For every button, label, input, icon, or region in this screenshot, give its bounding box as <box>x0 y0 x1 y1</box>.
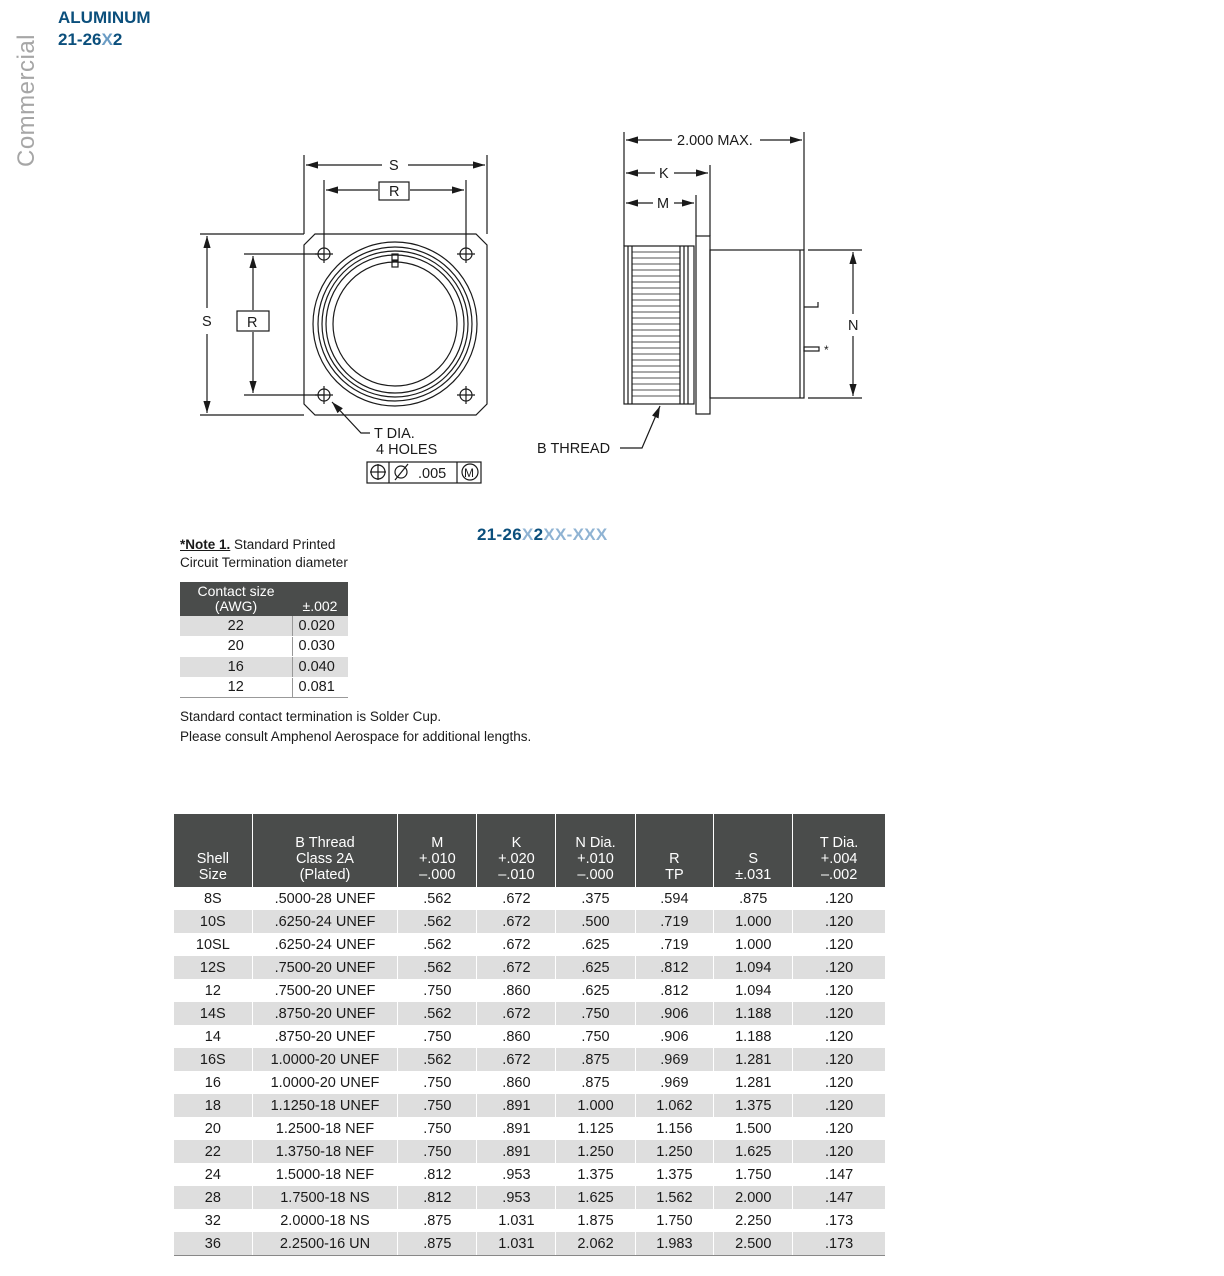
code-xxx: XXX <box>572 525 608 544</box>
table-cell: .750 <box>398 1117 477 1140</box>
note-1 <box>180 536 348 572</box>
column-header: R TP <box>635 814 714 887</box>
table-cell: 2.000 <box>714 1186 793 1209</box>
table-row <box>174 979 885 1002</box>
table-cell: .875 <box>398 1209 477 1232</box>
table-row <box>180 636 348 657</box>
table-cell: 22 <box>174 1140 252 1163</box>
table-cell: .812 <box>635 956 714 979</box>
column-header: N Dia. +.010 –.000 <box>556 814 635 887</box>
table-cell: .6250-24 UNEF <box>252 910 398 933</box>
dim-r-left: R <box>247 315 258 331</box>
diameter-cell: 0.030 <box>292 636 348 657</box>
note-line2: Circuit Termination diameter <box>180 555 348 570</box>
dim-n: N <box>848 318 859 334</box>
table-cell: .562 <box>398 956 477 979</box>
table-cell: 1.500 <box>714 1117 793 1140</box>
table-cell: 10S <box>174 910 252 933</box>
table-cell: .120 <box>793 1140 885 1163</box>
table-cell: 1.562 <box>635 1186 714 1209</box>
dimensions-table <box>174 814 885 1256</box>
column-header: K +.020 –.010 <box>477 814 556 887</box>
dim-r-top: R <box>389 184 400 200</box>
side-view <box>620 132 862 448</box>
table-cell: .672 <box>477 1048 556 1071</box>
table-cell: .860 <box>477 1025 556 1048</box>
table-cell: .147 <box>825 1166 854 1183</box>
table-cell: 1.156 <box>635 1117 714 1140</box>
table-cell: .953 <box>477 1186 556 1209</box>
table-cell: .147 <box>793 1186 885 1209</box>
table-cell: 1.281 <box>714 1048 793 1071</box>
dim-m: M <box>657 196 670 212</box>
table-cell: .750 <box>398 1025 477 1048</box>
table-cell: 1.000 <box>714 910 793 933</box>
table-cell: .672 <box>477 956 556 979</box>
table-cell: .969 <box>635 1071 714 1094</box>
code-x: X <box>521 525 534 544</box>
table-row <box>180 677 348 698</box>
table-cell: 1.375 <box>635 1163 714 1186</box>
termination-line1: Standard contact termination is Solder Cup. <box>180 709 442 724</box>
tolerance-header: ±.002 <box>292 582 348 616</box>
dim-s-top: S <box>389 158 399 174</box>
table-cell: .812 <box>398 1186 477 1209</box>
table-cell: 2.0000-18 NS <box>252 1209 398 1232</box>
table-cell: .750 <box>398 1140 477 1163</box>
table-cell: .750 <box>556 1002 635 1025</box>
table-cell: .812 <box>398 1163 477 1186</box>
series-x: X <box>101 30 113 49</box>
awg-cell: 12 <box>180 677 292 698</box>
table-row <box>174 1232 885 1256</box>
holes-label: 4 HOLES <box>376 442 438 458</box>
table-cell: .375 <box>556 887 635 910</box>
table-row <box>174 1094 885 1117</box>
table-cell: .750 <box>398 1071 477 1094</box>
table-cell: 1.031 <box>477 1232 556 1256</box>
table-cell: .562 <box>398 910 477 933</box>
table-cell: .875 <box>556 1071 635 1094</box>
table-row <box>174 1117 885 1140</box>
table-cell: 1.750 <box>635 1209 714 1232</box>
table-cell: 1.000 <box>714 933 793 956</box>
dim-s-left: S <box>202 314 212 330</box>
table-cell: 24 <box>174 1163 252 1186</box>
table-cell: 1.375 <box>556 1163 635 1186</box>
series-prefix: 21-26 <box>58 30 102 49</box>
awg-cell: 16 <box>180 657 292 678</box>
table-row <box>174 1002 885 1025</box>
table-cell: .500 <box>556 910 635 933</box>
table-row <box>174 910 885 933</box>
table-cell: .672 <box>477 933 556 956</box>
table-cell: 1.000 <box>556 1094 635 1117</box>
awg-cell: 22 <box>180 616 292 636</box>
awg-cell: 20 <box>180 636 292 657</box>
code-prefix: 21-26 <box>477 525 522 544</box>
dimensions-header <box>174 814 885 887</box>
table-row <box>174 933 885 956</box>
table-row <box>174 1048 885 1071</box>
table-cell: 2.250 <box>714 1209 793 1232</box>
table-cell: 1.1250-18 UNEF <box>252 1094 398 1117</box>
column-header: M +.010 –.000 <box>398 814 477 887</box>
table-cell: .719 <box>635 910 714 933</box>
table-cell: .8750-20 UNEF <box>252 1002 398 1025</box>
table-cell: .906 <box>635 1002 714 1025</box>
table-cell: 20 <box>174 1117 252 1140</box>
table-cell: 1.7500-18 NS <box>252 1186 398 1209</box>
table-cell: .8750-20 UNEF <box>252 1025 398 1048</box>
b-thread-label: B THREAD <box>537 441 611 457</box>
table-cell: 1.0000-20 UNEF <box>252 1071 398 1094</box>
table-row <box>180 616 348 636</box>
termination-note <box>180 707 531 747</box>
table-cell: 1.250 <box>556 1140 635 1163</box>
table-cell: .562 <box>398 933 477 956</box>
table-cell: .672 <box>477 910 556 933</box>
table-cell: .594 <box>635 887 714 910</box>
table-cell: 1.0000-20 UNEF <box>252 1048 398 1071</box>
part-number-code <box>477 525 608 545</box>
table-cell: 2.062 <box>556 1232 635 1256</box>
table-cell: 1.125 <box>556 1117 635 1140</box>
table-cell: .906 <box>635 1025 714 1048</box>
code-dash: - <box>566 525 573 544</box>
table-cell: 1.094 <box>714 956 793 979</box>
table-cell: .120 <box>793 910 885 933</box>
table-cell: 1.3750-18 NEF <box>252 1140 398 1163</box>
table-cell: 1.750 <box>714 1163 793 1186</box>
table-cell: .120 <box>825 1120 854 1137</box>
table-cell: .875 <box>714 887 793 910</box>
table-cell: .860 <box>477 979 556 1002</box>
table-cell: .120 <box>825 936 854 953</box>
table-cell: .7500-20 UNEF <box>252 956 398 979</box>
table-cell: .969 <box>635 1048 714 1071</box>
table-cell: .120 <box>793 1048 885 1071</box>
table-cell: .120 <box>793 1002 885 1025</box>
front-view <box>200 155 487 483</box>
column-header: T Dia. +.004 –.002 <box>793 814 885 887</box>
table-cell: .672 <box>477 1002 556 1025</box>
table-cell: .562 <box>398 1048 477 1071</box>
table-cell: .750 <box>556 1025 635 1048</box>
table-cell: 18 <box>174 1094 252 1117</box>
table-row <box>174 1025 885 1048</box>
note-label: *Note 1. <box>180 537 231 552</box>
column-header: S ±.031 <box>714 814 793 887</box>
table-cell: .891 <box>477 1140 556 1163</box>
header-material: ALUMINUM <box>58 8 151 27</box>
table-row <box>174 1140 885 1163</box>
column-header: Shell Size <box>174 814 252 887</box>
table-cell: 16 <box>174 1071 252 1094</box>
table-row <box>174 1186 885 1209</box>
table-cell: .173 <box>793 1232 885 1256</box>
table-row <box>174 1071 885 1094</box>
table-cell: .562 <box>398 887 477 910</box>
code-2: 2 <box>533 525 544 544</box>
contact-size-table <box>180 582 348 698</box>
max-length-label: 2.000 MAX. <box>677 133 753 149</box>
dim-k: K <box>659 166 669 182</box>
table-cell: .6250-24 UNEF <box>252 933 398 956</box>
tolerance-value: .005 <box>418 466 447 482</box>
table-cell: 32 <box>174 1209 252 1232</box>
table-cell: .750 <box>398 1094 477 1117</box>
table-cell: 2.2500-16 UN <box>252 1232 398 1256</box>
column-header: B Thread Class 2A (Plated) <box>252 814 398 887</box>
modifier-m: M <box>464 466 474 480</box>
table-cell: 1.5000-18 NEF <box>252 1163 398 1186</box>
table-cell: .5000-28 UNEF <box>252 887 398 910</box>
contact-size-header: Contact size (AWG) <box>180 582 292 616</box>
table-cell: .812 <box>635 979 714 1002</box>
table-cell: 16S <box>174 1048 252 1071</box>
table-cell: .625 <box>556 979 635 1002</box>
table-cell: .750 <box>398 979 477 1002</box>
table-cell: 1.094 <box>714 979 793 1002</box>
table-cell: 10SL <box>174 933 252 956</box>
table-cell: 36 <box>174 1232 252 1256</box>
table-cell: .120 <box>825 890 854 907</box>
table-cell: 12 <box>174 979 252 1002</box>
table-row <box>174 1209 885 1232</box>
table-cell: .875 <box>556 1048 635 1071</box>
table-cell: .120 <box>825 1074 854 1091</box>
table-cell: 1.250 <box>635 1140 714 1163</box>
table-cell: 1.2500-18 NEF <box>252 1117 398 1140</box>
table-cell: 1.375 <box>714 1094 793 1117</box>
table-cell: 1.031 <box>477 1209 556 1232</box>
table-cell: 14S <box>174 1002 252 1025</box>
table-cell: .173 <box>825 1212 854 1229</box>
table-cell: 2.500 <box>714 1232 793 1256</box>
table-cell: .562 <box>398 1002 477 1025</box>
table-cell: .875 <box>398 1232 477 1256</box>
t-dia-label: T DIA. <box>374 426 415 442</box>
table-row <box>180 657 348 678</box>
note-line1: Standard Printed <box>230 537 336 552</box>
table-cell: 1.188 <box>714 1025 793 1048</box>
diameter-cell: 0.081 <box>292 677 348 698</box>
termination-line2: Please consult Amphenol Aerospace for additional lengths. <box>180 729 532 744</box>
table-cell: .891 <box>477 1094 556 1117</box>
table-cell: 28 <box>174 1186 252 1209</box>
table-cell: .625 <box>556 933 635 956</box>
table-cell: 12S <box>174 956 252 979</box>
table-cell: 1.875 <box>556 1209 635 1232</box>
table-cell: 1.625 <box>714 1140 793 1163</box>
series-suffix: 2 <box>112 30 123 49</box>
diameter-cell: 0.020 <box>292 616 348 636</box>
diameter-cell: 0.040 <box>292 657 348 678</box>
table-row <box>174 1163 885 1186</box>
code-xx: XX <box>543 525 567 544</box>
table-cell: .719 <box>635 933 714 956</box>
table-cell: .860 <box>477 1071 556 1094</box>
table-cell: 1.062 <box>635 1094 714 1117</box>
table-cell: .120 <box>825 982 854 999</box>
table-cell: .120 <box>825 1028 854 1045</box>
table-cell: 8S <box>174 887 252 910</box>
note-star: * <box>824 343 829 357</box>
table-cell: 1.281 <box>714 1071 793 1094</box>
table-cell: 1.188 <box>714 1002 793 1025</box>
table-cell: 1.983 <box>635 1232 714 1256</box>
contact-table-header <box>180 582 348 616</box>
table-cell: 14 <box>174 1025 252 1048</box>
table-row <box>174 956 885 979</box>
table-cell: .953 <box>477 1163 556 1186</box>
side-tab-label: Commercial <box>13 33 40 167</box>
table-cell: .891 <box>477 1117 556 1140</box>
table-row <box>174 887 885 910</box>
front-view-labels <box>202 158 474 482</box>
table-cell: .672 <box>477 887 556 910</box>
connector-drawing <box>0 0 1224 500</box>
table-cell: 1.625 <box>556 1186 635 1209</box>
table-cell: .120 <box>793 1094 885 1117</box>
side-view-labels <box>537 133 858 457</box>
table-cell: .7500-20 UNEF <box>252 979 398 1002</box>
table-cell: .625 <box>556 956 635 979</box>
table-cell: .120 <box>793 956 885 979</box>
